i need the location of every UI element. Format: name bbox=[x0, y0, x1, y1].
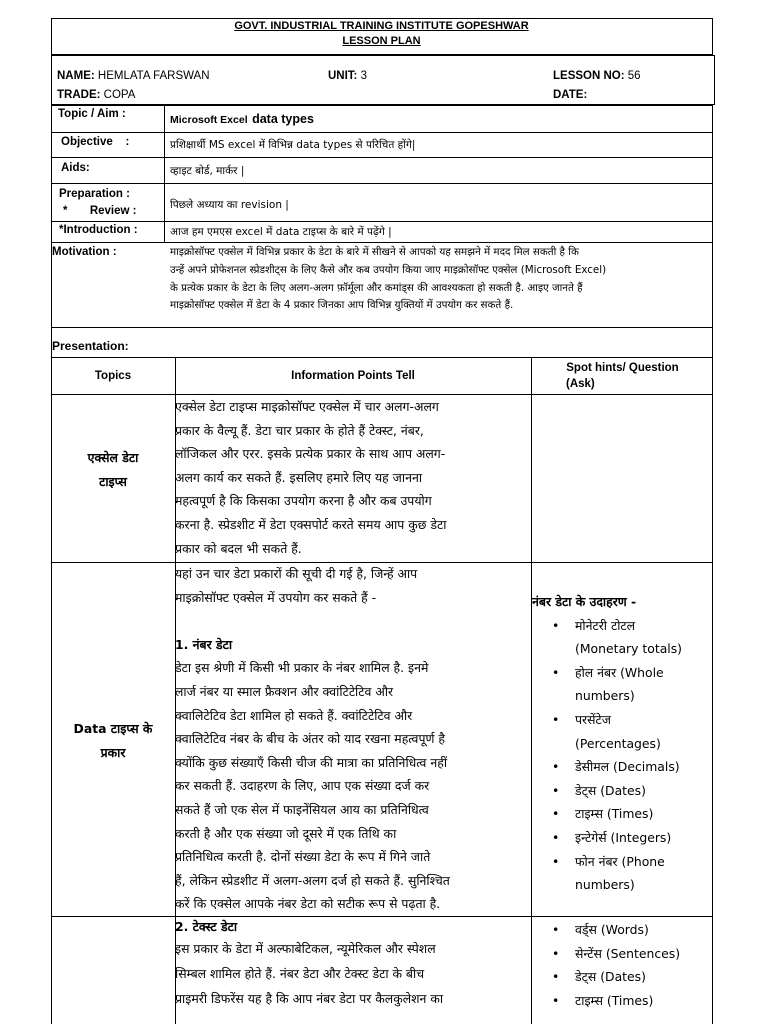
motivation-text bbox=[170, 244, 710, 315]
hint-text: • मोनेटरी टोटल bbox=[575, 617, 636, 633]
list-item: • टाइम्स (Times) bbox=[552, 989, 712, 1013]
date-label: DATE: bbox=[553, 89, 588, 101]
list-item bbox=[552, 661, 712, 708]
hint-text: • परसेंटेज bbox=[575, 711, 611, 727]
hint-text: (Percentages) bbox=[575, 735, 661, 751]
section2-line: सकते हैं जो एक सेल में फाइनेंसियल आय का प्रतिनिधित्व bbox=[175, 801, 429, 817]
lesson-no-field bbox=[553, 70, 641, 82]
name-value: HEMLATA FARSWAN bbox=[97, 70, 210, 82]
section1-line: लॉजिकल और एरर. इसके प्रत्येक प्रकार के साथ आप अलग- bbox=[175, 446, 446, 462]
topic-value bbox=[170, 110, 314, 128]
section1-line: करना है. स्प्रेडशीट में डेटा एक्सपोर्ट करते समय आप कुछ डेटा bbox=[175, 516, 447, 532]
unit-label: UNIT: bbox=[328, 70, 358, 82]
section3-line: सिम्बल शामिल होते हैं. नंबर डेटा और टेक्स्ट डेटा के बीच bbox=[175, 966, 425, 981]
topic-value-small: Microsoft Excel bbox=[170, 114, 248, 126]
section1-line: प्रकार के वैल्यू हैं. डेटा चार प्रकार के होते हैं टेक्स्ट, नंबर, bbox=[175, 422, 424, 438]
section2-line: हैं, लेकिन स्प्रेडशीट में अलग-अलग दर्ज हो सकते हैं. सुनिश्चित bbox=[175, 872, 450, 888]
motivation-line: माइक्रोसॉफ्ट एक्सेल में डेटा के 4 प्रकार जिनका आप विभिन्न युक्तियों में उपयोग कर सकते हैं. bbox=[170, 299, 514, 312]
hint-text: (Monetary totals) bbox=[575, 641, 683, 657]
unit-value: 3 bbox=[360, 70, 367, 82]
lesson-plan-title: LESSON PLAN bbox=[342, 35, 421, 47]
presentation-label: Presentation: bbox=[52, 339, 129, 353]
hint-text: • टाइम्स (Times) bbox=[575, 806, 654, 822]
section2-line: क्वालिटेटिव डेटा शामिल हो सकते हैं. क्वांटिटेटिव और bbox=[175, 707, 413, 723]
section3-line: इस प्रकार के डेटा में अल्फाबेटिकल, न्यूमेरिकल और स्पेशल bbox=[175, 941, 436, 956]
section1-line: प्रकार को बदल भी सकते हैं. bbox=[175, 540, 302, 556]
objective-label: Objective : bbox=[61, 136, 130, 148]
section2-line: कर सकती हैं. उदाहरण के लिए, आप एक संख्या दर्ज कर bbox=[175, 778, 430, 794]
section2-topic-line1: Data टाइप्स के bbox=[73, 721, 153, 736]
section1-topic-line2: टाइप्स bbox=[99, 473, 127, 489]
section2-line: क्योंकि कुछ संख्याएँ किसी चीज की मात्रा का प्रतिनिधित्व नहीं bbox=[175, 754, 448, 770]
col-hints-header-line1: Spot hints/ Question bbox=[566, 362, 679, 374]
table-right-border bbox=[712, 357, 713, 1024]
section3-line: प्राइमरी डिफरेंस यह है कि आप नंबर डेटा पर कैलकुलेशन का bbox=[175, 991, 444, 1006]
section2-topic-line2: प्रकार bbox=[100, 744, 126, 760]
institute-name: GOVT. INDUSTRIAL TRAINING INSTITUTE GOPESHWAR bbox=[234, 20, 529, 32]
name-label: NAME: bbox=[57, 70, 95, 82]
list-item bbox=[552, 850, 712, 897]
section3-info bbox=[175, 917, 531, 1011]
hint-text: • फोन नंबर (Phone bbox=[575, 853, 665, 869]
introduction-value: आज हम एमएस excel में data टाइप्स के बारे में पढ़ेंगे | bbox=[170, 226, 392, 238]
hint-text: • डेट्स (Dates) bbox=[575, 782, 646, 798]
section2-intro-line: माइक्रोसॉफ्ट एक्सेल में उपयोग कर सकते हैं - bbox=[175, 589, 377, 605]
section1-line: एक्सेल डेटा टाइप्स माइक्रोसॉफ्ट एक्सेल में चार अलग-अलग bbox=[175, 399, 439, 414]
section1-topic bbox=[51, 446, 175, 493]
introduction-label: *Introduction : bbox=[59, 224, 138, 236]
objective-value: प्रशिक्षार्थी MS excel में विभिन्न data types से परिचित होंगे| bbox=[170, 139, 416, 151]
list-item bbox=[552, 614, 712, 661]
section1-line: महत्वपूर्ण है कि किसका उपयोग करना है और कब उपयोग bbox=[175, 493, 432, 509]
preparation-row bbox=[51, 183, 713, 222]
section1-line: अलग कार्य कर सकते हैं. इसलिए हमारे लिए यह जानना bbox=[175, 469, 423, 485]
col-topics-header: Topics bbox=[94, 370, 132, 382]
preparation-label: Preparation : bbox=[59, 188, 130, 200]
section2-hints-list bbox=[552, 614, 712, 897]
col-hints-header-line2: (Ask) bbox=[566, 378, 595, 390]
topic-row bbox=[51, 105, 713, 133]
section2-info bbox=[175, 562, 531, 916]
list-item bbox=[552, 779, 712, 803]
hint-text: numbers) bbox=[575, 688, 635, 704]
section2-line: प्रतिनिधित्व करती है. दोनों संख्या डेटा के रूप में गिने जाते bbox=[175, 849, 431, 865]
institute-title bbox=[51, 19, 712, 49]
list-item bbox=[552, 755, 712, 779]
section3-heading: 2. टेक्स्ट डेटा bbox=[175, 919, 238, 934]
list-item bbox=[552, 802, 712, 826]
hint-text: • इन्टेगेर्स (Integers) bbox=[575, 829, 672, 845]
col-hints-header bbox=[532, 360, 713, 392]
section2-hints bbox=[532, 590, 712, 897]
section2-intro-line: यहां उन चार डेटा प्रकारों की सूची दी गई है, जिन्हें आप bbox=[175, 566, 418, 581]
section2-line: डेटा इस श्रेणी में किसी भी प्रकार के नंबर शामिल है. इनमे bbox=[175, 660, 429, 676]
hint-text: numbers) bbox=[575, 877, 635, 893]
trade-label: TRADE: bbox=[57, 89, 101, 101]
lesson-no-label: LESSON NO: bbox=[553, 70, 625, 82]
name-field bbox=[57, 70, 210, 82]
list-item bbox=[552, 826, 712, 850]
preparation-value: पिछले अध्याय का revision | bbox=[170, 199, 289, 211]
hint-text: • होल नंबर (Whole bbox=[575, 664, 664, 680]
aids-label: Aids: bbox=[61, 162, 90, 174]
section2-line: करती है और एक संख्या जो दूसरे में एक तिथि का bbox=[175, 825, 397, 841]
list-item bbox=[552, 708, 712, 755]
section2-line: करें कि एक्सेल आपके नंबर डेटा को सटीक रूप से पढ़ता है. bbox=[175, 896, 441, 912]
list-item: • सेन्टेंस (Sentences) bbox=[552, 942, 712, 966]
motivation-line: माइक्रोसॉफ्ट एक्सेल में विभिन्न प्रकार के डेटा के बारे में सीखने से आपको यह समझने में मदद मिल सकती है कि bbox=[170, 246, 579, 258]
trade-value: COPA bbox=[103, 89, 136, 101]
hint-text: • डेसीमल (Decimals) bbox=[575, 759, 680, 775]
blank-line bbox=[175, 609, 531, 633]
unit-field bbox=[328, 70, 367, 82]
section2-topic bbox=[51, 717, 175, 764]
topic-value-big: data types bbox=[252, 112, 314, 126]
review-label: * Review : bbox=[63, 205, 137, 217]
motivation-line: के प्रत्येक प्रकार के डेटा के लिए अलग-अलग फ़ॉर्मूला और कमांड्स की आवश्यकता हो सकती है. आइए जानते हैं bbox=[170, 281, 583, 294]
lesson-no-value: 56 bbox=[627, 70, 641, 82]
col-info-header: Information Points Tell bbox=[291, 370, 415, 382]
list-item: • वर्ड्स (Words) bbox=[552, 918, 712, 942]
motivation-line: उन्हें अपने प्रोफेशनल स्प्रेडशीट्स के लिए कैसे और कब उपयोग किया जाए माइक्रोसॉफ्ट एक्सेल (Microsoft Excel) bbox=[170, 263, 607, 276]
aids-row bbox=[51, 157, 713, 184]
section1-info bbox=[175, 395, 531, 560]
list-item: • डेट्स (Dates) bbox=[552, 965, 712, 989]
topic-label: Topic / Aim : bbox=[58, 108, 126, 120]
section3-hints-list bbox=[552, 918, 712, 1012]
trade-field bbox=[57, 89, 135, 101]
section2-line: क्वालिटेटिव नंबर के बीच के अंतर को याद रखना महत्वपूर्ण है bbox=[175, 731, 445, 747]
section2-heading: 1. नंबर डेटा bbox=[175, 636, 233, 652]
presentation-row bbox=[51, 327, 713, 358]
section1-topic-line1: एक्सेल डेटा bbox=[87, 450, 139, 465]
motivation-label: Motivation : bbox=[52, 246, 117, 258]
section2-line: लार्ज नंबर या स्माल फ्रैक्शन और क्वांटिटेटिव और bbox=[175, 683, 394, 699]
aids-value: व्हाइट बोर्ड, मार्कर | bbox=[170, 165, 245, 177]
section2-hints-heading: नंबर डेटा के उदाहरण - bbox=[532, 594, 637, 609]
